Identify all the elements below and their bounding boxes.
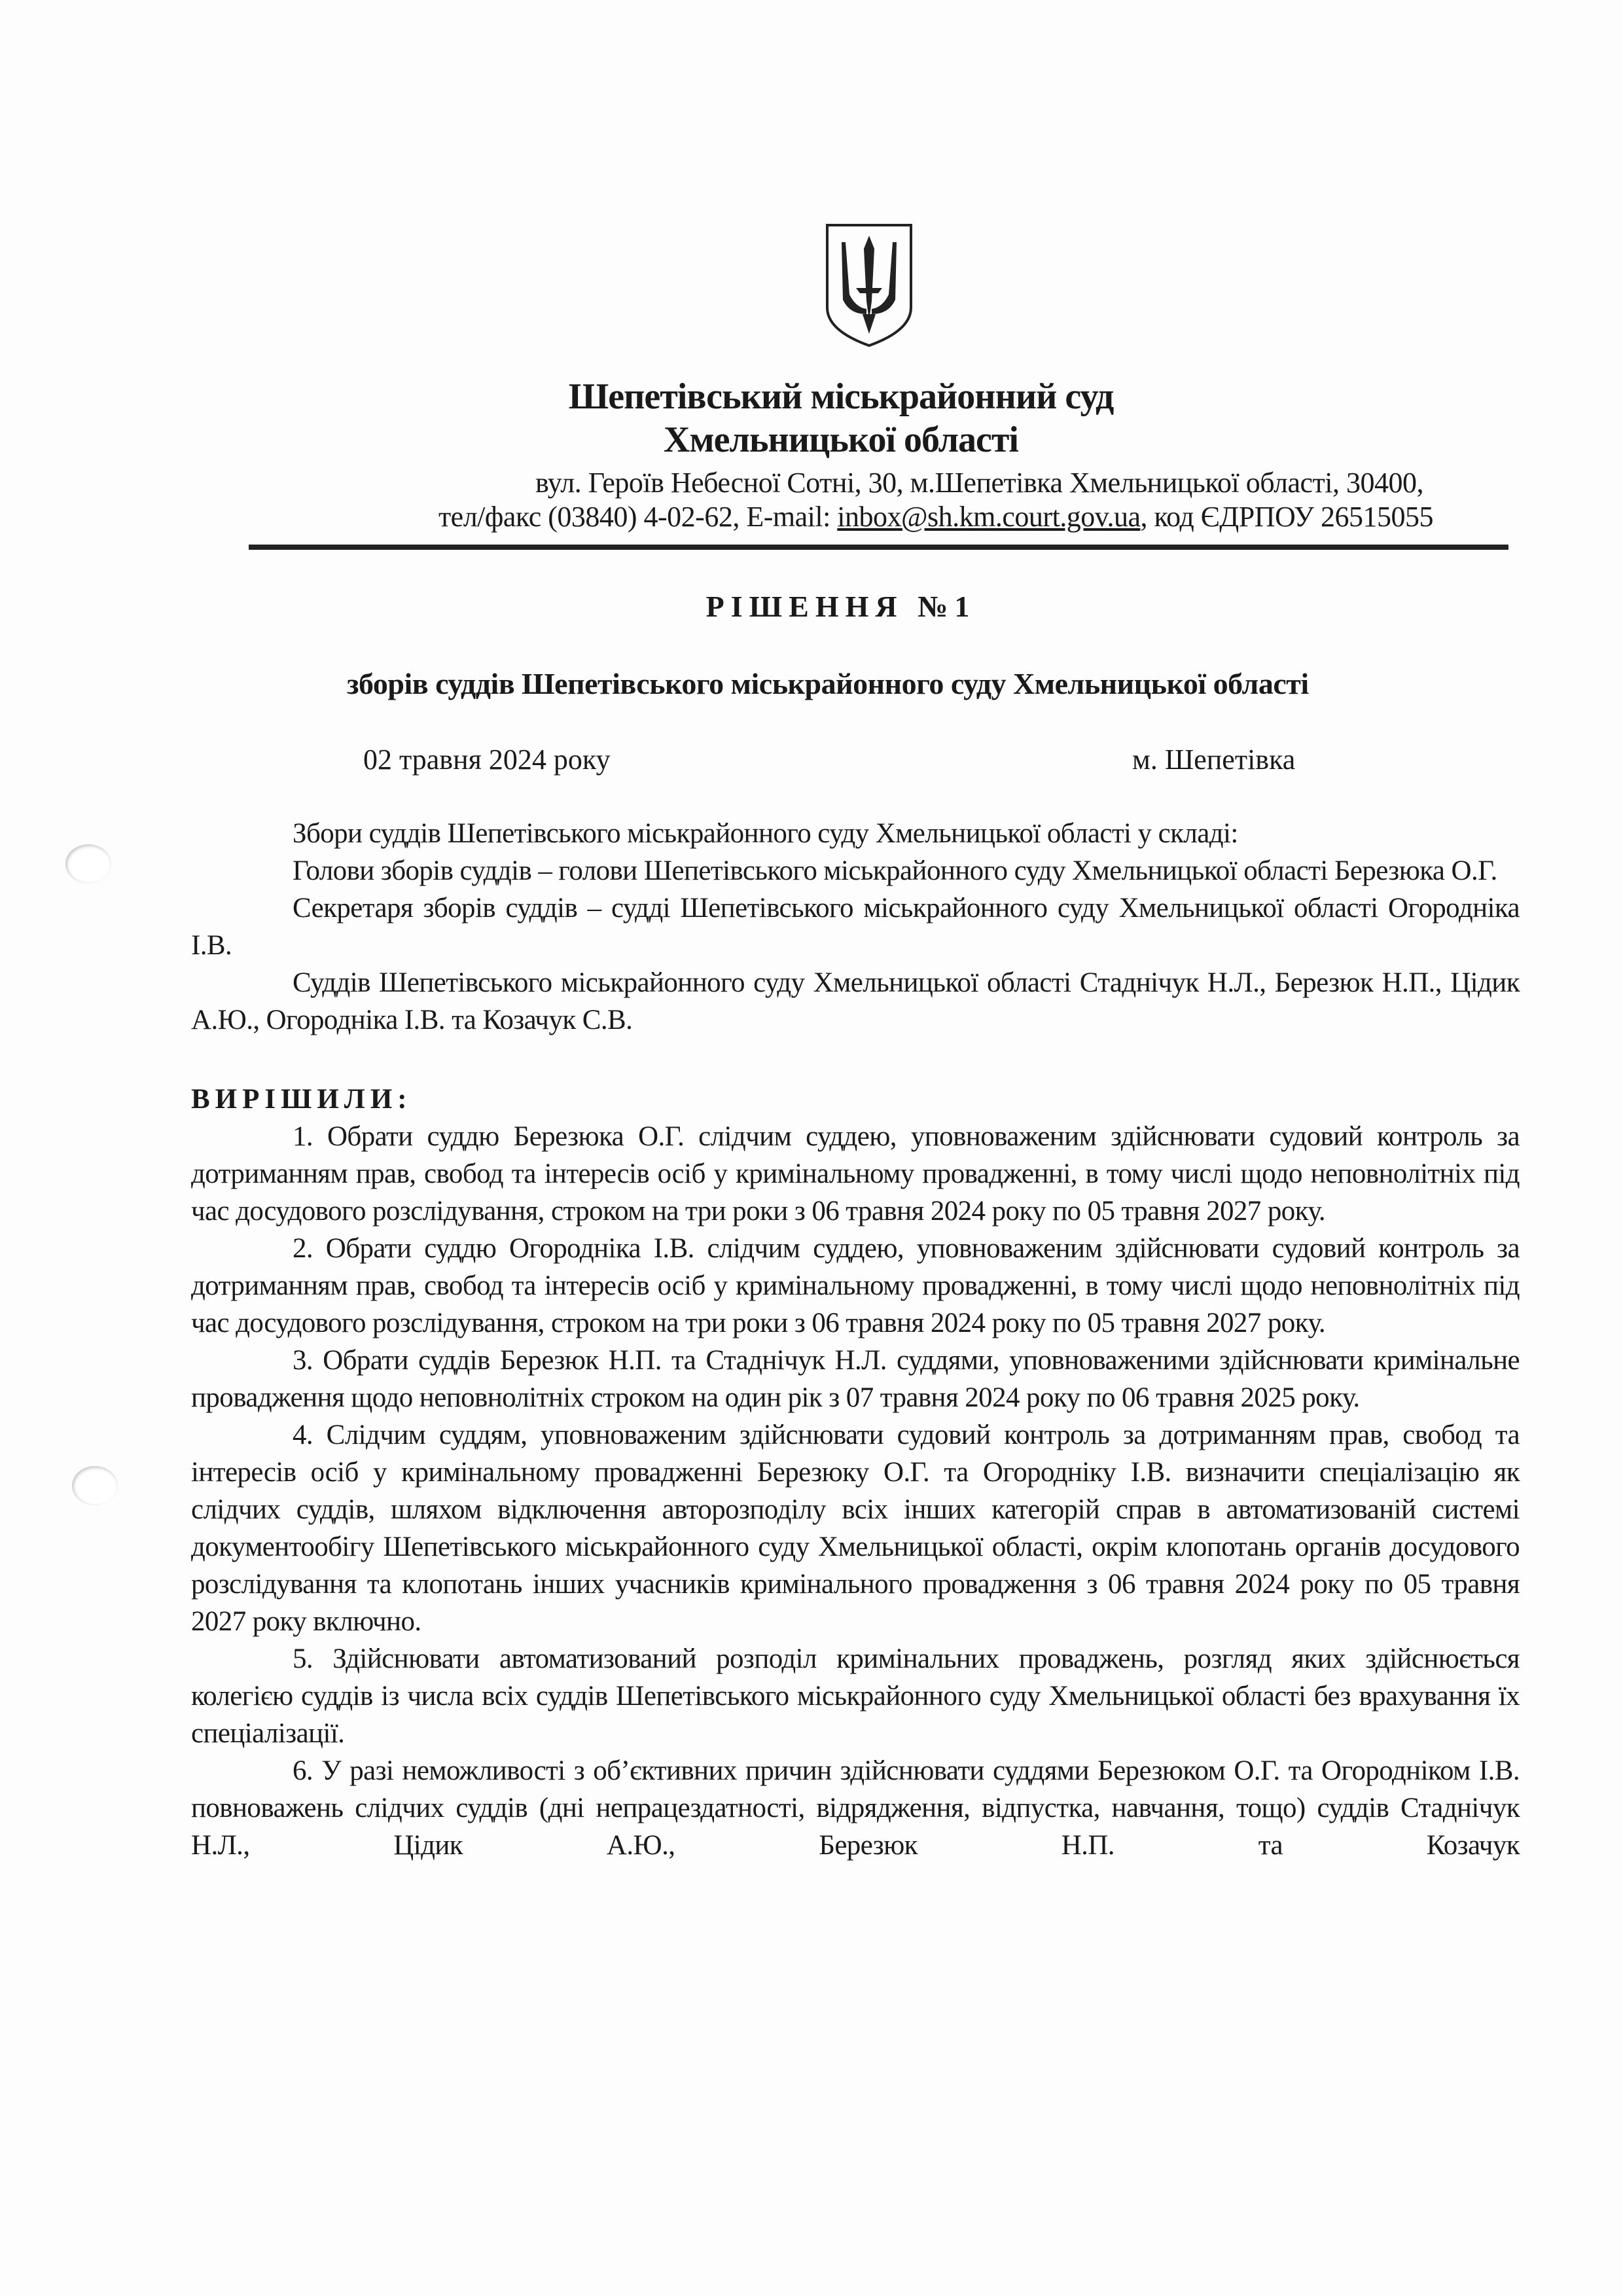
resolution-item: 1. Обрати суддю Березюка О.Г. слідчим суддею, уповноваженим здійснювати судовий контроль за дотриманням прав, свобод та інтересів осіб у кримінальному провадженні, в тому числі щодо неповнолітніх під час досудового розслідування, строком на три роки з 06 травня 2024 року по 05 травня 2027 року. xyxy=(191,1121,1520,1227)
phone-text: тел/факс (03840) 4-02-62, E-mail: xyxy=(438,501,838,533)
resolved-heading: ВИРІШИЛИ: xyxy=(191,1084,412,1115)
document-body xyxy=(191,815,1520,1864)
document-date: 02 травня 2024 року xyxy=(363,744,611,776)
resolution-item: 6. У разі неможливості з об’єктивних причин здійснювати суддями Березюком О.Г. та Огородніком І.В. повноважень слідчих суддів (дні непрацездатності, відрядження, відпустка, навчання, тощо) суддів Стаднічук Н.Л., Цідик А.Ю., Березюк Н.П. та Козачук xyxy=(191,1755,1520,1861)
intro-paragraph: Секретаря зборів суддів – судді Шепетівського міськрайонного суду Хмельницької області Огородніка І.В. xyxy=(191,893,1520,961)
punch-hole xyxy=(65,844,111,884)
intro-paragraph: Суддів Шепетівського міськрайонного суду Хмельницької області Стаднічук Н.Л., Березюк Н.П., Цідик А.Ю., Огородніка І.В. та Козачук С.В. xyxy=(191,967,1520,1035)
edrpou-code: , код ЄДРПОУ 26515055 xyxy=(1140,501,1433,533)
court-region: Хмельницької області xyxy=(664,420,1018,460)
document-subtitle: зборів суддів Шепетівського міськрайонного суду Хмельницької області xyxy=(347,667,1309,700)
intro-paragraph: Голови зборів суддів – голови Шепетівського міськрайонного суду Хмельницької області Березюка О.Г. xyxy=(293,855,1497,886)
resolution-item: 5. Здійснювати автоматизований розподіл кримінальних проваджень, розгляд яких здійснюється колегією суддів із числа всіх суддів Шепетівського міськрайонного суду Хмельницької області без врахування їх спеціалізації. xyxy=(191,1643,1520,1749)
document-title: РІШЕННЯ №1 xyxy=(705,590,976,623)
header-divider xyxy=(249,545,1508,550)
resolution-item: 4. Слідчим суддям, уповноваженим здійснювати судовий контроль за дотриманням прав, свобод та інтересів осіб у кримінальному провадженні Березюку О.Г. та Огороднiку І.В. визначити спеціалізацію як слідчих суддів, шляхом відключення авторозподілу всіх інших категорій справ в автоматизованій системі документообігу Шепетівського міськрайонного суду Хмельницької області, окрім клопотань органів досудового розслідування та клопотань інших учасників кримінального провадження з 06 травня 2024 року по 05 травня 2027 року включно. xyxy=(191,1420,1520,1637)
court-contacts xyxy=(438,500,1433,533)
document-city: м. Шепетівка xyxy=(1132,744,1296,776)
intro-paragraph: Збори суддів Шепетівського міськрайонного суду Хмельницької області у складі: xyxy=(293,818,1238,849)
punch-hole xyxy=(72,1466,118,1505)
court-name: Шепетівський міськрайонний суд xyxy=(568,376,1114,417)
email-link[interactable]: inbox@sh.km.court.gov.ua xyxy=(837,501,1141,533)
resolution-item: 3. Обрати суддів Березюк Н.П. та Стаднічук Н.Л. суддями, уповноваженими здійснювати кримінальне провадження щодо неповнолітніх строком на один рік з 07 травня 2024 року по 06 травня 2025 року. xyxy=(191,1345,1520,1413)
trident-emblem-icon xyxy=(823,223,915,347)
court-address: вул. Героїв Небесної Сотні, 30, м.Шепетівка Хмельницької області, 30400, xyxy=(535,467,1423,499)
resolution-item: 2. Обрати суддю Огородніка І.В. слідчим суддею, уповноваженим здійснювати судовий контроль за дотриманням прав, свобод та інтересів осіб у кримінальному провадженні, в тому числі щодо неповнолітніх під час досудового розслідування, строком на три роки з 06 травня 2024 року по 05 травня 2027 року. xyxy=(191,1233,1520,1338)
